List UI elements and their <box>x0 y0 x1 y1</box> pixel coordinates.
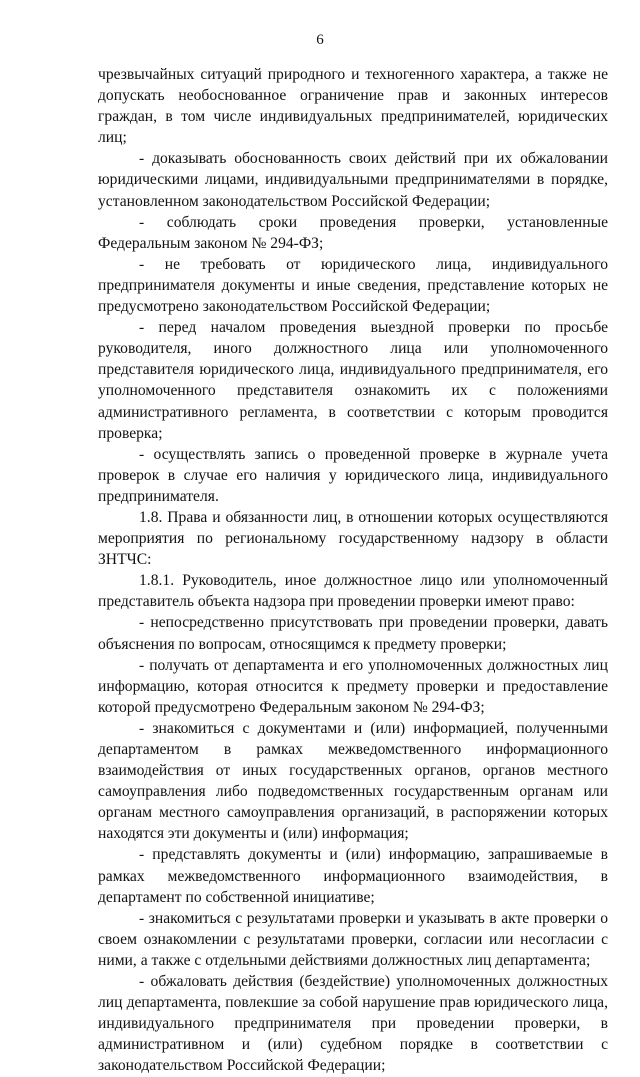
paragraph: - непосредственно присутствовать при проведении проверки, давать объяснения по вопросам, относящимся к предмету проверки; <box>98 614 608 653</box>
paragraph: - знакомиться с документами и (или) информацией, полученными департаментом в рамках межведомственного информационного взаимодействия от иных государственных органов, органов местного самоуправления либо подведомственных государственным органам или органам местного самоуправления организаций, в распоряжении которых находятся эти документы и (или) информация; <box>98 719 608 843</box>
paragraph: 1.8. Права и обязанности лиц, в отношении которых осуществляются мероприятия по региональному государственному надзору в области ЗНТЧС: <box>98 508 608 569</box>
paragraph: - перед началом проведения выездной проверки по просьбе руководителя, иного должностного лица или уполномоченного представителя юридического лица, индивидуального предпринимателя, его уполномоченного представителя ознакомить их с положениями административного регламента, в соответствии с которым проводится проверка; <box>98 319 608 442</box>
page-number: 6 <box>316 32 324 48</box>
paragraph: 1.8.1. Руководитель, иное должностное лицо или уполномоченный представитель объекта надзора при проведении проверки имеют право: <box>98 572 608 611</box>
paragraph: - осуществлять запись о проведенной проверке в журнале учета проверок в случае его наличия у юридического лица, индивидуального предпринимателя. <box>98 445 608 505</box>
paragraph: чрезвычайных ситуаций природного и техногенного характера, а также не допускать необоснованное ограничение прав и законных интересов граждан, в том числе индивидуальных предпринимателей, юридических лиц; <box>98 66 608 147</box>
paragraph: - обжаловать действия (бездействие) уполномоченных должностных лиц департамента, повлекшие за собой нарушение прав юридического лица, индивидуального предпринимателя при проведении проверки, в административном и (или) судебном порядке в соответствии с законодательством Российской Федерации; <box>98 973 608 1075</box>
paragraph: - соблюдать сроки проведения проверки, установленные Федеральным законом № 294-ФЗ; <box>98 213 608 252</box>
paragraph: - не требовать от юридического лица, индивидуального предпринимателя документы и иные сведения, представление которых не предусмотрено законодательством Российской Федерации; <box>98 255 608 316</box>
paragraph: - доказывать обоснованность своих действий при их обжаловании юридическими лицами, индивидуальными предпринимателями в порядке, установленном законодательством Российской Федерации; <box>98 150 608 210</box>
document-body <box>98 64 608 1077</box>
paragraph: - знакомиться с результатами проверки и указывать в акте проверки о своем ознакомлении с результатами проверки, согласии или несогласии с ними, а также с отдельными действиями должностных лиц департамента; <box>98 909 608 969</box>
paragraph: - представлять документы и (или) информацию, запрашиваемые в рамках межведомственного информационного взаимодействия, в департамент по собственной инициативе; <box>98 846 608 906</box>
paragraph: - получать от департамента и его уполномоченных должностных лиц информацию, которая относится к предмету проверки и предоставление которой предусмотрено Федеральным законом № 294-ФЗ; <box>98 656 608 716</box>
